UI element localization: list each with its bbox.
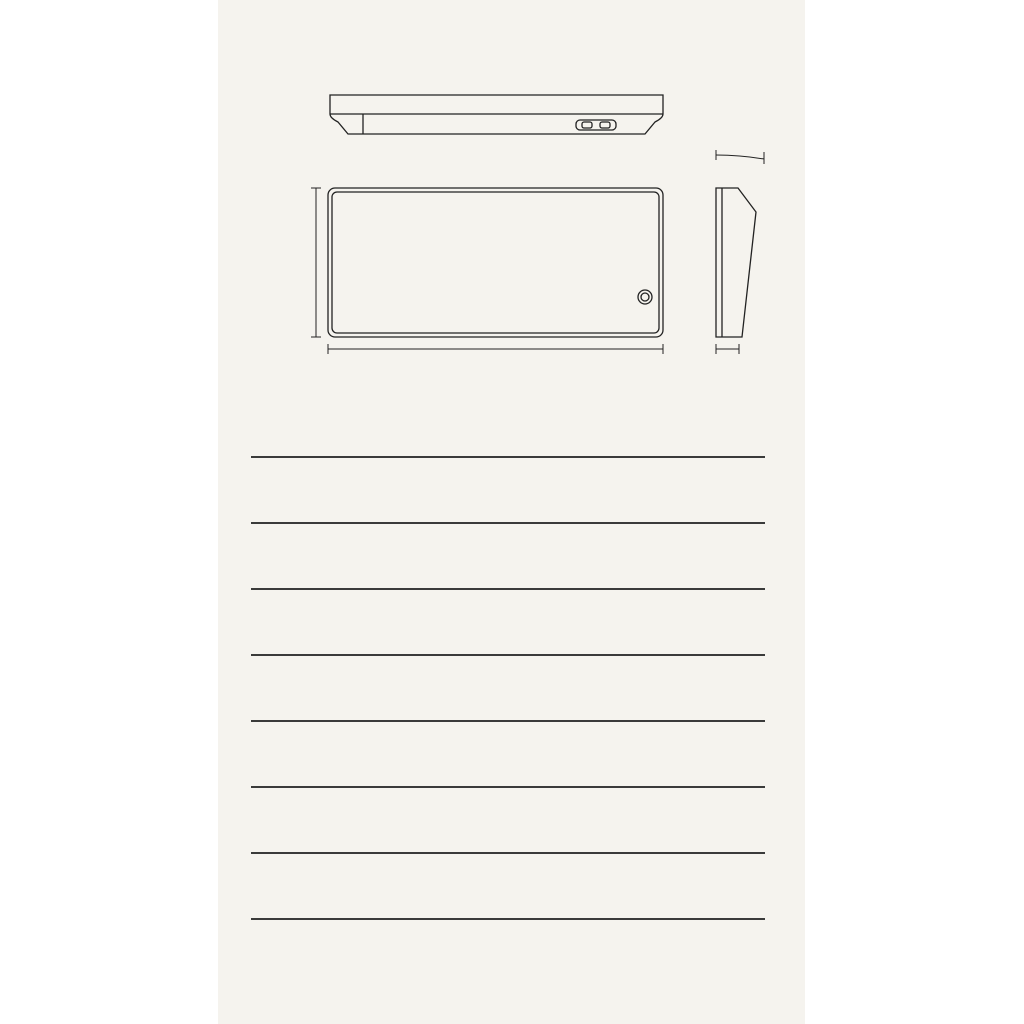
keyboard-side-view [716,188,756,337]
divider [251,720,765,722]
divider [251,786,765,788]
divider [251,456,765,458]
dimension-lines [311,188,739,354]
keyboard-front-view [330,95,663,134]
keyboard-top-view [328,188,663,337]
divider [251,852,765,854]
divider [251,654,765,656]
divider [251,588,765,590]
divider [251,522,765,524]
keyboard-diagram [0,0,1024,400]
divider [251,918,765,920]
angle-indicator [716,150,764,164]
